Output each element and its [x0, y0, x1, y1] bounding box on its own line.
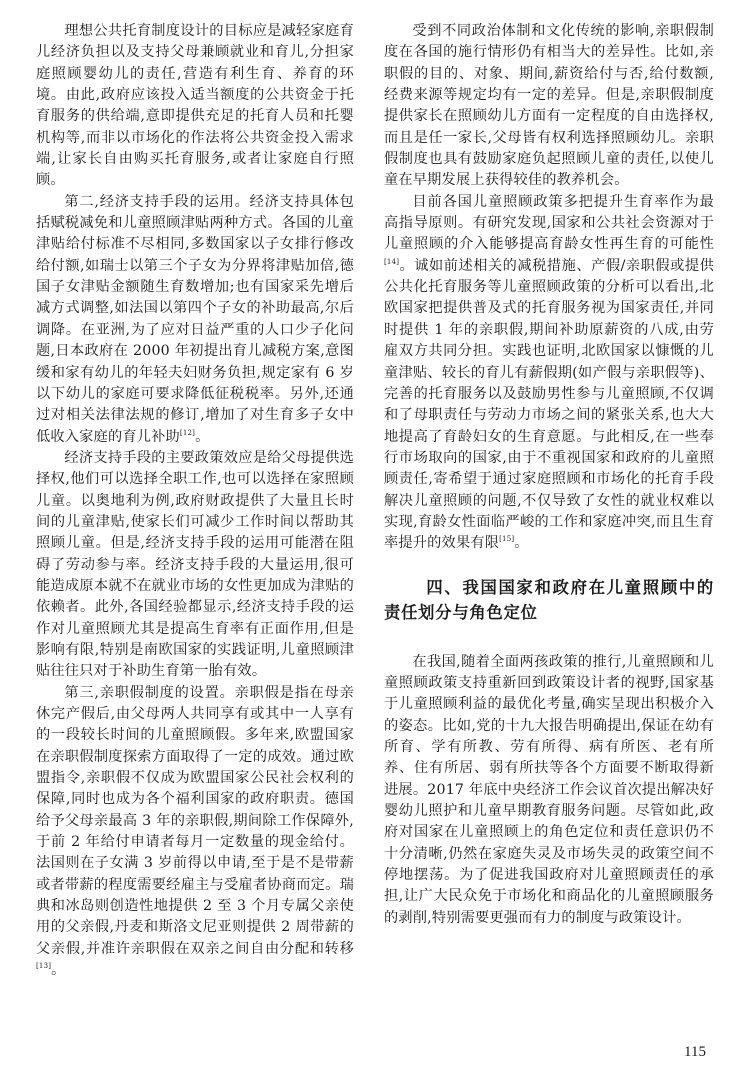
punctuation: 。 [195, 428, 210, 445]
citation-ref: [14] [384, 257, 400, 266]
left-column-clip [36, 0, 362, 1078]
section-heading: 四、我国国家和政府在儿童照顾中的责任划分与角色定位 [384, 577, 714, 622]
paragraph-parental-leave [36, 683, 354, 982]
paragraph-text: 第三,亲职假制度的设置。亲职假是指在母亲休完产假后,由父母两人共同享有或其中一人享有的一段较长时间的儿童照顾假。多年来,欧盟国家在亲职假制度探索方面取得了一定的成效。通过欧盟指令,亲职假不仅成为欧盟国家公民社会权利的保障,同时也成为各个福利国家的政府职责。德国给予父母亲最高 3 年的亲职假,期间除工作保障外,于前 2 年给付申请者每月一定数量的现金给付。法国则在子女满 3 岁前得以申请,至于是不是带薪或者带薪的程度需要经雇主与受雇者协商而定。瑞典和冰岛则创造性地提供 2 至 3 个月专属父亲使用的父亲假,丹麦和斯洛文尼亚则提供 2 周带薪的父亲假,并准许亲职假在双亲之间自由分配和转移 [36, 684, 354, 957]
paragraph-ideal-childcare [36, 21, 354, 192]
paragraph-text: 目前各国儿童照顾政策多把提升生育率作为最高指导原则。有研究发现,国家和公共社会资源对于儿童照顾的介入能够提高育龄女性再生育的可能性 [384, 193, 714, 253]
left-column [36, 21, 354, 981]
paragraph-economic-effects [36, 448, 354, 683]
page-number: 115 [684, 1044, 706, 1060]
citation-ref: [13] [36, 962, 52, 971]
paragraph-text: 理想公共托育制度设计的目标应是减轻家庭育儿经济负担以及支持父母兼顾就业和育儿,分担家庭照顾婴幼儿的责任,营造有利生育、养育的环境。由此,政府应该投入适当额度的公共资金于托育服务的供给端,意即提供充足的托育人员和托婴机构等,而非以市场化的作法将公共资金投入需求端,让家长自由购买托育服务,或者让家庭自行照顾。 [36, 23, 354, 189]
paragraph-fertility-policy [384, 192, 714, 555]
punctuation: 。 [514, 535, 529, 552]
paragraph-text-continued: 。诚如前述相关的减税措施、产假/亲职假或提供公共化托育服务等儿童照顾政策的分析可以看出,北欧国家把提供普及式的托育服务视为国家责任,并同时提供 1 年的亲职假,期间补助原薪资的八成,由劳雇双方共同分担。实践也证明,北欧国家以慷慨的儿童津贴、较长的育儿有薪假期(如产假与亲职假等)、完善的托育服务以及鼓励男性参与儿童照顾,不仅调和了母职责任与劳动力市场之间的紧张关系,也大大地提高了育龄妇女的生育意愿。与此相反,在一些奉行市场取向的国家,由于不重视国家和政府的儿童照顾责任,寄希望于通过家庭照顾和市场化的托育手段解决儿童照顾的问题,不仅导致了女性的就业权难以实现,育龄女性面临严峻的工作和家庭冲突,而且生育率提升的效果有限 [384, 257, 714, 552]
right-column [384, 21, 714, 929]
paragraph-text: 在我国,随着全面两孩政策的推行,儿童照顾和儿童照顾政策支持重新回到政策设计者的视野,国家基于儿童照顾利益的最优化考量,确实呈现出积极介入的姿态。比如,党的十九大报告明确提出,保证在幼有所育、学有所教、劳有所得、病有所医、老有所养、住有所居、弱有所扶等各个方面要不断取得新进展。2017 年底中央经济工作会议首次提出解决好婴幼儿照护和儿童早期教育服务问题。尽管如此,政府对国家在儿童照顾上的角色定位和责任意识仍不十分清晰,仍然在家庭失灵及市场失灵的政策空间不停地摆荡。为了促进我国政府对儿童照顾责任的承担,让广大民众免于市场化和商品化的儿童照顾服务的剥削,特别需要更强而有力的制度与政策设计。 [384, 653, 714, 926]
citation-ref: [15] [499, 535, 515, 544]
paragraph-leave-differences [384, 21, 714, 192]
paragraph-text: 第二,经济支持手段的运用。经济支持具体包括赋税减免和儿童照顾津贴两种方式。各国的儿童津贴给付标准不尽相同,多数国家以子女排行修改给付额,如瑞士以第三个子女为分界将津贴加倍,德国子女津贴金额随生育数增加;也有国家采先增后减方式调整,如法国以第四个子女的补助最高,尔后调降。在亚洲,为了应对日益严重的人口少子化问题,日本政府在 2000 年初提出育儿减税方案,意图缓和家有幼儿的年轻夫妇财务负担,规定家有 6 岁以下幼儿的家庭可要求降低征税税率。另外,还通过对相关法律法规的修订,增加了对生育多子女中低收入家庭的育儿补助 [36, 193, 354, 445]
paragraph-economic-support [36, 192, 354, 448]
paragraph-text: 经济支持手段的主要政策效应是给父母提供选择权,他们可以选择全职工作,也可以选择在家照顾儿童。以奥地利为例,政府财政提供了大量且长时间的儿童津贴,使家长们可减少工作时间以帮助其照顾儿童。但是,经济支持手段的运用可能潜在阻碍了劳动参与率。经济支持手段的大量运用,很可能造成原本就不在就业市场的女性更加成为津贴的依赖者。此外,各国经验都显示,经济支持手段的运作对儿童照顾尤其是提高生育率有正面作用,但是影响有限,特别是南欧国家的实践证明,儿童照顾津贴往往只对于补助生育第一胎有效。 [36, 449, 354, 680]
paragraph-text: 受到不同政治体制和文化传统的影响,亲职假制度在各国的施行情形仍有相当大的差异性。比如,亲职假的目的、对象、期间,薪资给付与否,给付数额,经费来源等规定均有一定的差异。但是,亲职假制度提供家长在照顾幼儿方面有一定程度的自由选择权,而且是任一家长,父母皆有权利选择照顾幼儿。亲职假制度也具有鼓励家庭负起照顾儿童的责任,以使儿童在早期发展上获得较佳的教养机会。 [384, 23, 714, 189]
paragraph-china-policy [384, 652, 714, 929]
punctuation: 。 [51, 962, 66, 979]
citation-ref: [12] [179, 428, 196, 437]
